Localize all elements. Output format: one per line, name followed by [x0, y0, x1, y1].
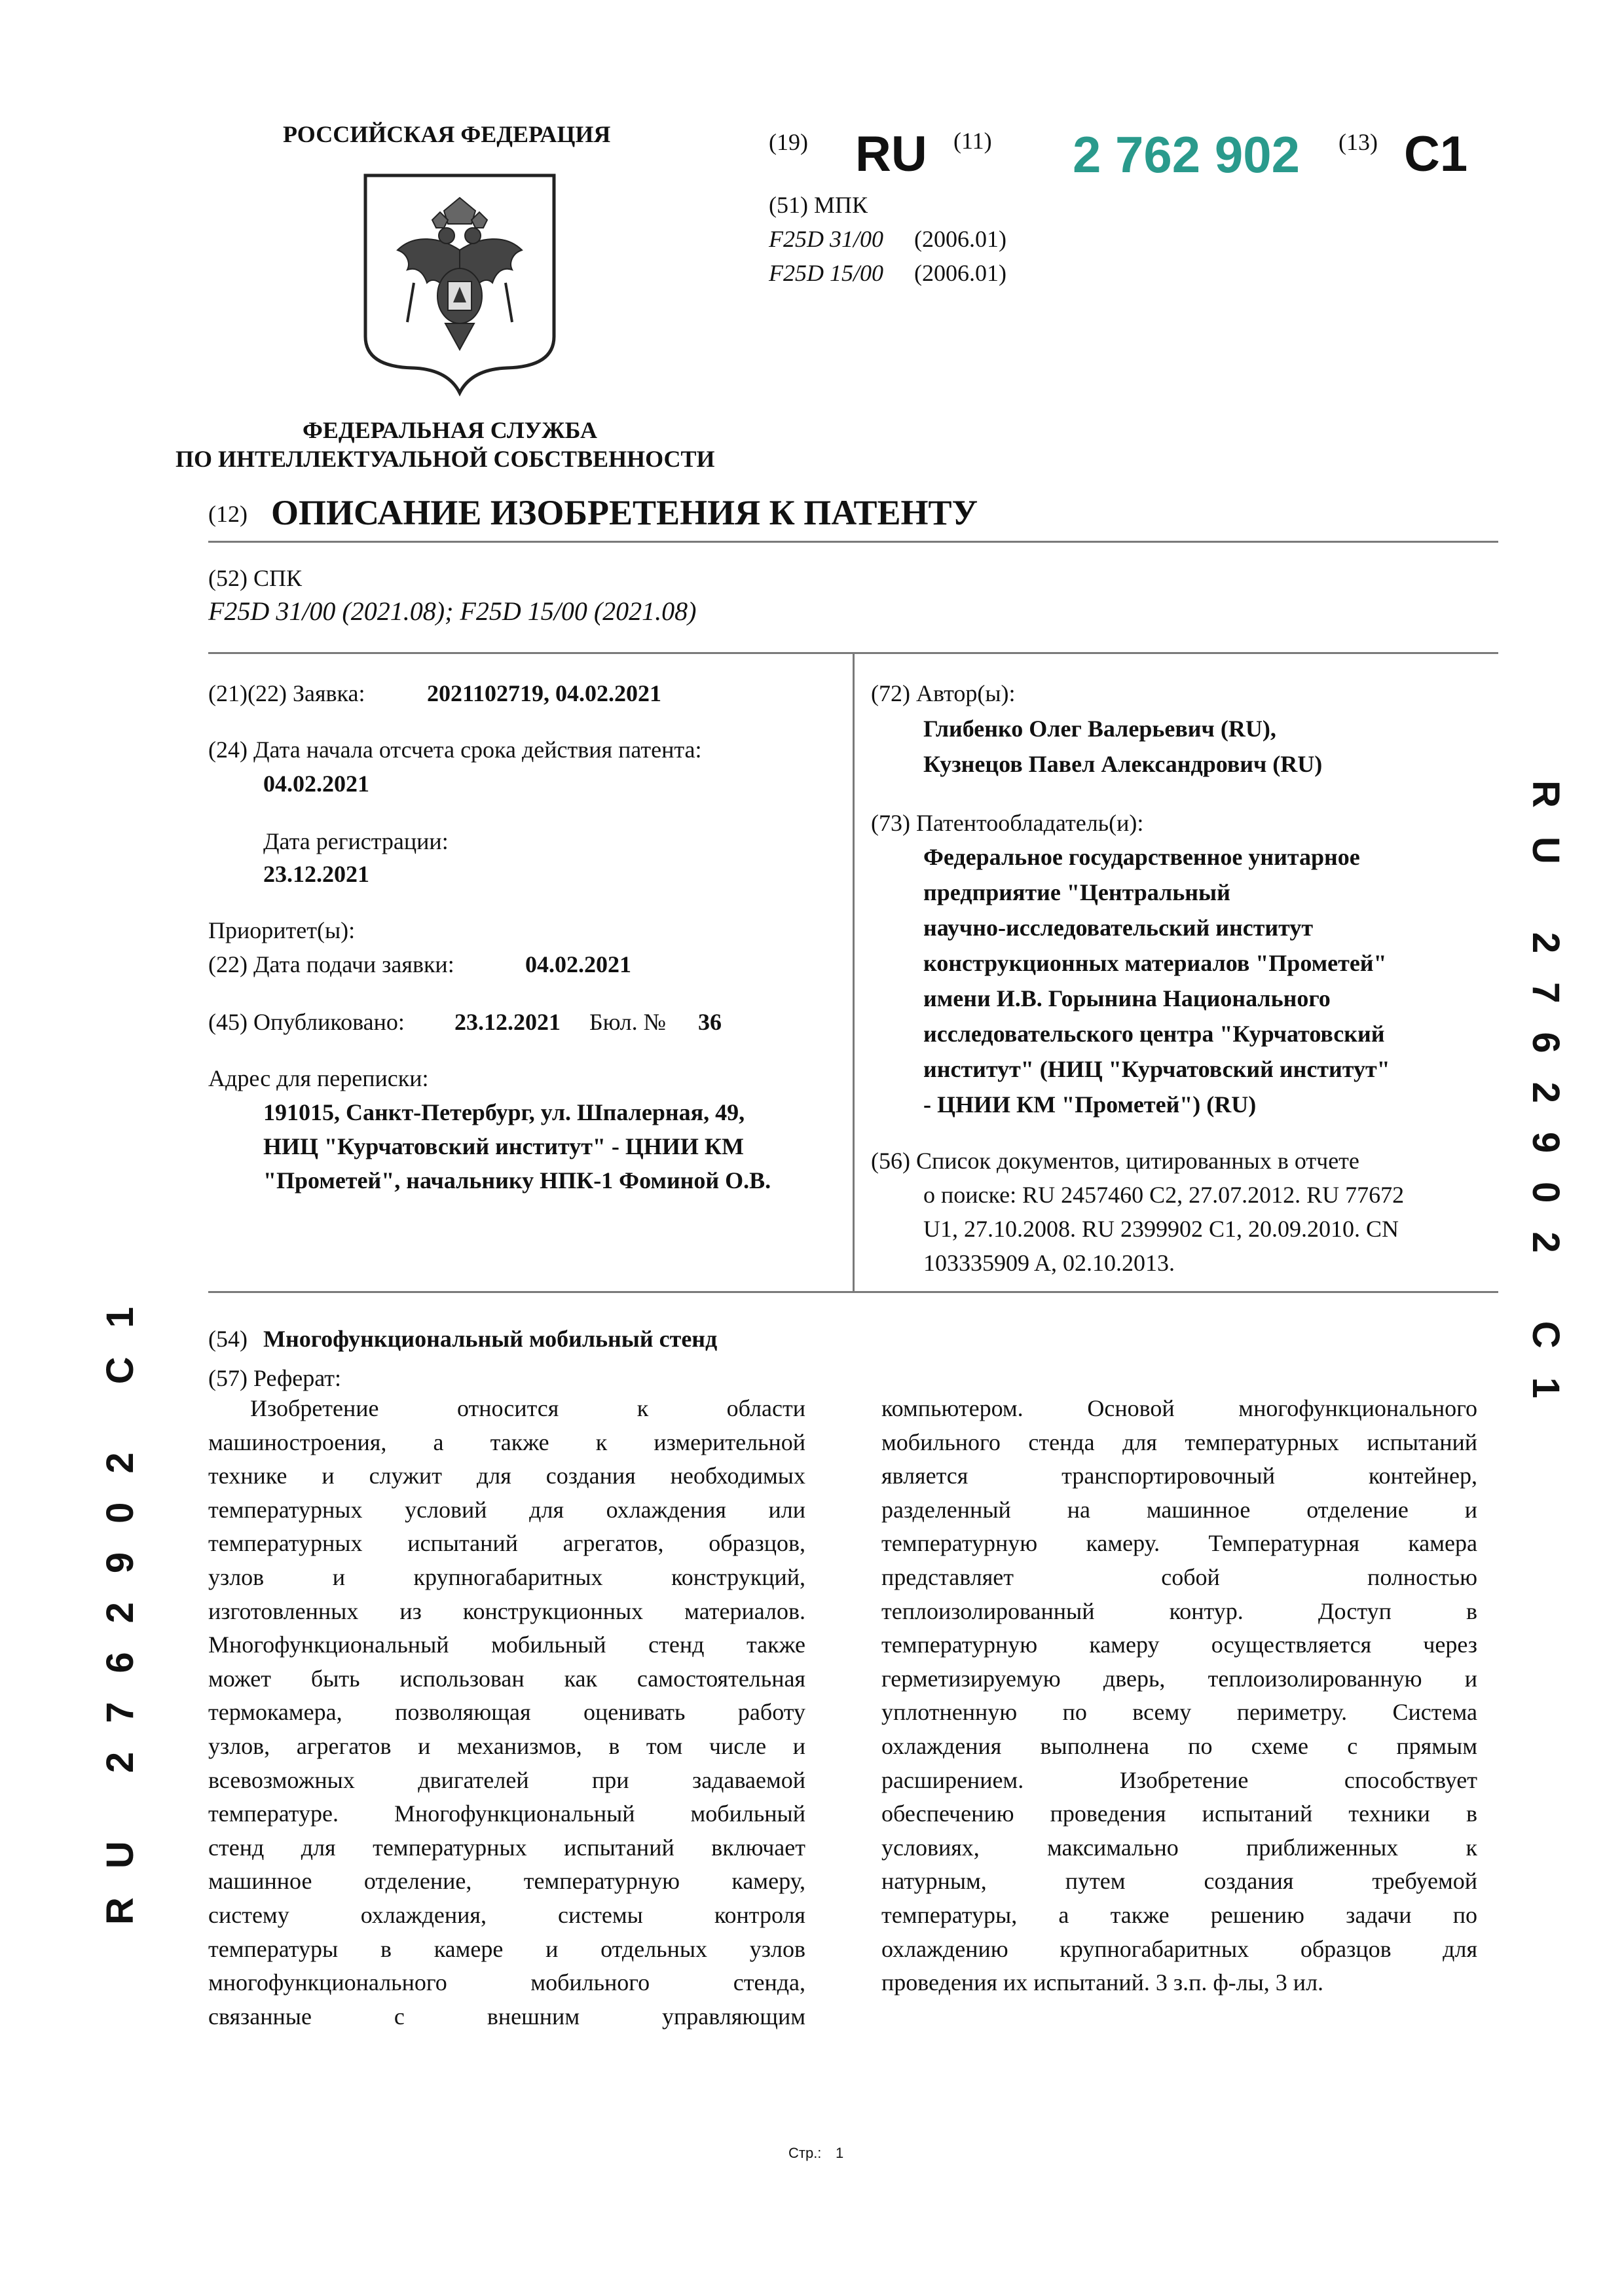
abstract-line: технике и служит для создания необходимых: [208, 1463, 805, 1489]
author-1: Глибенко Олег Валерьевич (RU),: [923, 716, 1276, 742]
abstract-line: может быть использован как самостоятельная: [208, 1665, 805, 1692]
address-line-3: "Прометей", начальнику НПК-1 Фоминой О.В.: [263, 1167, 771, 1194]
title-code: (12): [208, 501, 248, 527]
mpk-version-1: (2006.01): [914, 226, 1006, 252]
application-value: 2021102719, 04.02.2021: [427, 680, 662, 706]
code-13: (13): [1338, 129, 1378, 155]
cited-docs-line-2: U1, 27.10.2008. RU 2399902 C1, 20.09.2010. CN: [923, 1216, 1399, 1242]
kind-code: C1: [1404, 126, 1468, 182]
agency-name-line1: ФЕДЕРАЛЬНАЯ СЛУЖБА: [303, 417, 597, 443]
abstract-line: охлаждению крупногабаритных образцов для: [881, 1935, 1477, 1962]
abstract-line: обеспечению проведения испытаний техники в: [881, 1800, 1477, 1827]
abstract-line: многофункционального мобильного стенда,: [208, 1969, 805, 1996]
bulletin-number: 36: [698, 1009, 722, 1035]
abstract-line: температурных испытаний агрегатов, образцов,: [208, 1530, 805, 1557]
abstract-line: разделенный на машинное отделение и: [881, 1496, 1477, 1523]
patent-holder-line-7: институт" (НИЦ "Курчатовский институт": [923, 1056, 1390, 1082]
address-line-1: 191015, Санкт-Петербург, ул. Шпалерная, 49,: [263, 1099, 745, 1125]
biblio-divider: [208, 1291, 1498, 1293]
code-11: (11): [953, 128, 992, 154]
invention-code: (54): [208, 1326, 248, 1352]
abstract-line: представляет собой полностью: [881, 1564, 1477, 1590]
abstract-line: температуры, а также решению задачи по: [881, 1902, 1477, 1928]
abstract-line: компьютером. Основой многофункционального: [881, 1395, 1477, 1421]
abstract-line: герметизируемую дверь, теплоизолированную и: [881, 1665, 1477, 1692]
abstract-line: мобильного стенда для температурных испытаний: [881, 1429, 1477, 1455]
abstract-line: стенд для температурных испытаний включает: [208, 1834, 805, 1861]
abstract-line: температурных условий для охлаждения или: [208, 1496, 805, 1523]
abstract-line: связанные с внешним управляющим: [208, 2003, 805, 2030]
page-label: Стр.:: [788, 2145, 822, 2161]
abstract-line: машинное отделение, температурную камеру,: [208, 1868, 805, 1895]
abstract-line: температурную камеру осуществляется через: [881, 1631, 1477, 1658]
abstract-line: машиностроения, а также к измерительной: [208, 1429, 805, 1455]
abstract-line: расширением. Изобретение способствует: [881, 1766, 1477, 1793]
cited-docs-line-3: 103335909 A, 02.10.2013.: [923, 1250, 1175, 1276]
abstract-line: узлов и крупногабаритных конструкций,: [208, 1564, 805, 1590]
patent-holder-line-3: научно-исследовательский институт: [923, 915, 1314, 941]
cpc-value: F25D 31/00 (2021.08); F25D 15/00 (2021.08): [208, 596, 697, 626]
priority-label: Приоритет(ы):: [208, 917, 356, 943]
abstract-line: Многофункциональный мобильный стенд также: [208, 1631, 805, 1658]
patent-holder-line-6: исследовательского центра "Курчатовский: [923, 1021, 1385, 1047]
published-value: 23.12.2021: [454, 1009, 561, 1035]
abstract-line: Изобретение относится к области: [250, 1395, 805, 1421]
country-name: РОССИЙСКАЯ ФЕДЕРАЦИЯ: [283, 121, 611, 147]
patent-holder-line-2: предприятие "Центральный: [923, 879, 1230, 905]
filing-date-label: (22) Дата подачи заявки:: [208, 951, 454, 977]
column-divider: [853, 652, 855, 1292]
patent-holder-line-1: Федеральное государственное унитарное: [923, 844, 1360, 870]
registration-label: Дата регистрации:: [263, 828, 449, 854]
mpk-code-1: F25D 31/00: [769, 226, 883, 252]
cited-docs-line-1: о поиске: RU 2457460 C2, 27.07.2012. RU 77672: [923, 1182, 1405, 1208]
abstract-line: охлаждения выполнена по схеме с прямым: [881, 1733, 1477, 1759]
abstract-line: является транспортировочный контейнер,: [881, 1463, 1477, 1489]
abstract-line: систему охлаждения, системы контроля: [208, 1902, 805, 1928]
authors-label: (72) Автор(ы):: [871, 680, 1016, 706]
title-divider: [208, 541, 1498, 543]
abstract-line: температуре. Многофункциональный мобильный: [208, 1800, 805, 1827]
abstract-line: всевозможных двигателей при задаваемой: [208, 1766, 805, 1793]
abstract-line: уплотненную по всему периметру. Система: [881, 1699, 1477, 1726]
coat-of-arms-emblem: [361, 172, 558, 397]
term-start-value: 04.02.2021: [263, 771, 369, 797]
side-stamp-left: RU 2762902 C1: [99, 1278, 141, 1925]
bulletin-label: Бюл. №: [589, 1009, 666, 1035]
application-label: (21)(22) Заявка:: [208, 680, 365, 706]
page-number: 1: [836, 2145, 844, 2161]
side-stamp-right: RU 2762902 C1: [1524, 780, 1567, 1427]
country-code: RU: [855, 126, 927, 182]
mpk-code-2: F25D 15/00: [769, 260, 883, 286]
code-19: (19): [769, 129, 808, 155]
published-label: (45) Опубликовано:: [208, 1009, 405, 1035]
abstract-line: температурную камеру. Температурная камера: [881, 1530, 1477, 1557]
abstract-line: узлов, агрегатов и механизмов, в том числе и: [208, 1733, 805, 1759]
patent-holder-line-4: конструкционных материалов "Прометей": [923, 950, 1387, 976]
agency-name-line2: ПО ИНТЕЛЛЕКТУАЛЬНОЙ СОБСТВЕННОСТИ: [175, 446, 715, 472]
abstract-line: проведения их испытаний. 3 з.п. ф-лы, 3 ил.: [881, 1969, 1324, 1996]
address-label: Адрес для переписки:: [208, 1065, 429, 1091]
patent-holder-line-5: имени И.В. Горынина Национального: [923, 985, 1331, 1011]
filing-date-value: 04.02.2021: [525, 951, 631, 977]
patent-holder-label: (73) Патентообладатель(и):: [871, 810, 1144, 836]
author-2: Кузнецов Павел Александрович (RU): [923, 751, 1323, 777]
abstract-line: натурным, путем создания требуемой: [881, 1868, 1477, 1895]
cpc-label: (52) СПК: [208, 565, 302, 591]
mpk-version-2: (2006.01): [914, 260, 1006, 286]
invention-name: Многофункциональный мобильный стенд: [263, 1326, 718, 1352]
cited-docs-label: (56) Список документов, цитированных в отчете: [871, 1148, 1359, 1174]
term-start-label: (24) Дата начала отсчета срока действия патента:: [208, 737, 702, 763]
patent-number: 2 762 902: [1073, 126, 1301, 183]
abstract-line: условиях, максимально приближенных к: [881, 1834, 1477, 1861]
mpk-label: (51) МПК: [769, 192, 868, 218]
address-line-2: НИЦ "Курчатовский институт" - ЦНИИ КМ: [263, 1133, 744, 1159]
abstract-line: термокамера, позволяющая оценивать работу: [208, 1699, 805, 1726]
document-title: ОПИСАНИЕ ИЗОБРЕТЕНИЯ К ПАТЕНТУ: [271, 493, 978, 532]
abstract-line: температуры в камере и отдельных узлов: [208, 1935, 805, 1962]
patent-holder-line-8: - ЦНИИ КМ "Прометей") (RU): [923, 1091, 1257, 1118]
abstract-label: (57) Реферат:: [208, 1365, 342, 1391]
registration-value: 23.12.2021: [263, 861, 369, 887]
abstract-line: изготовленных из конструкционных материалов.: [208, 1597, 805, 1624]
abstract-line: теплоизолированный контур. Доступ в: [881, 1597, 1477, 1624]
